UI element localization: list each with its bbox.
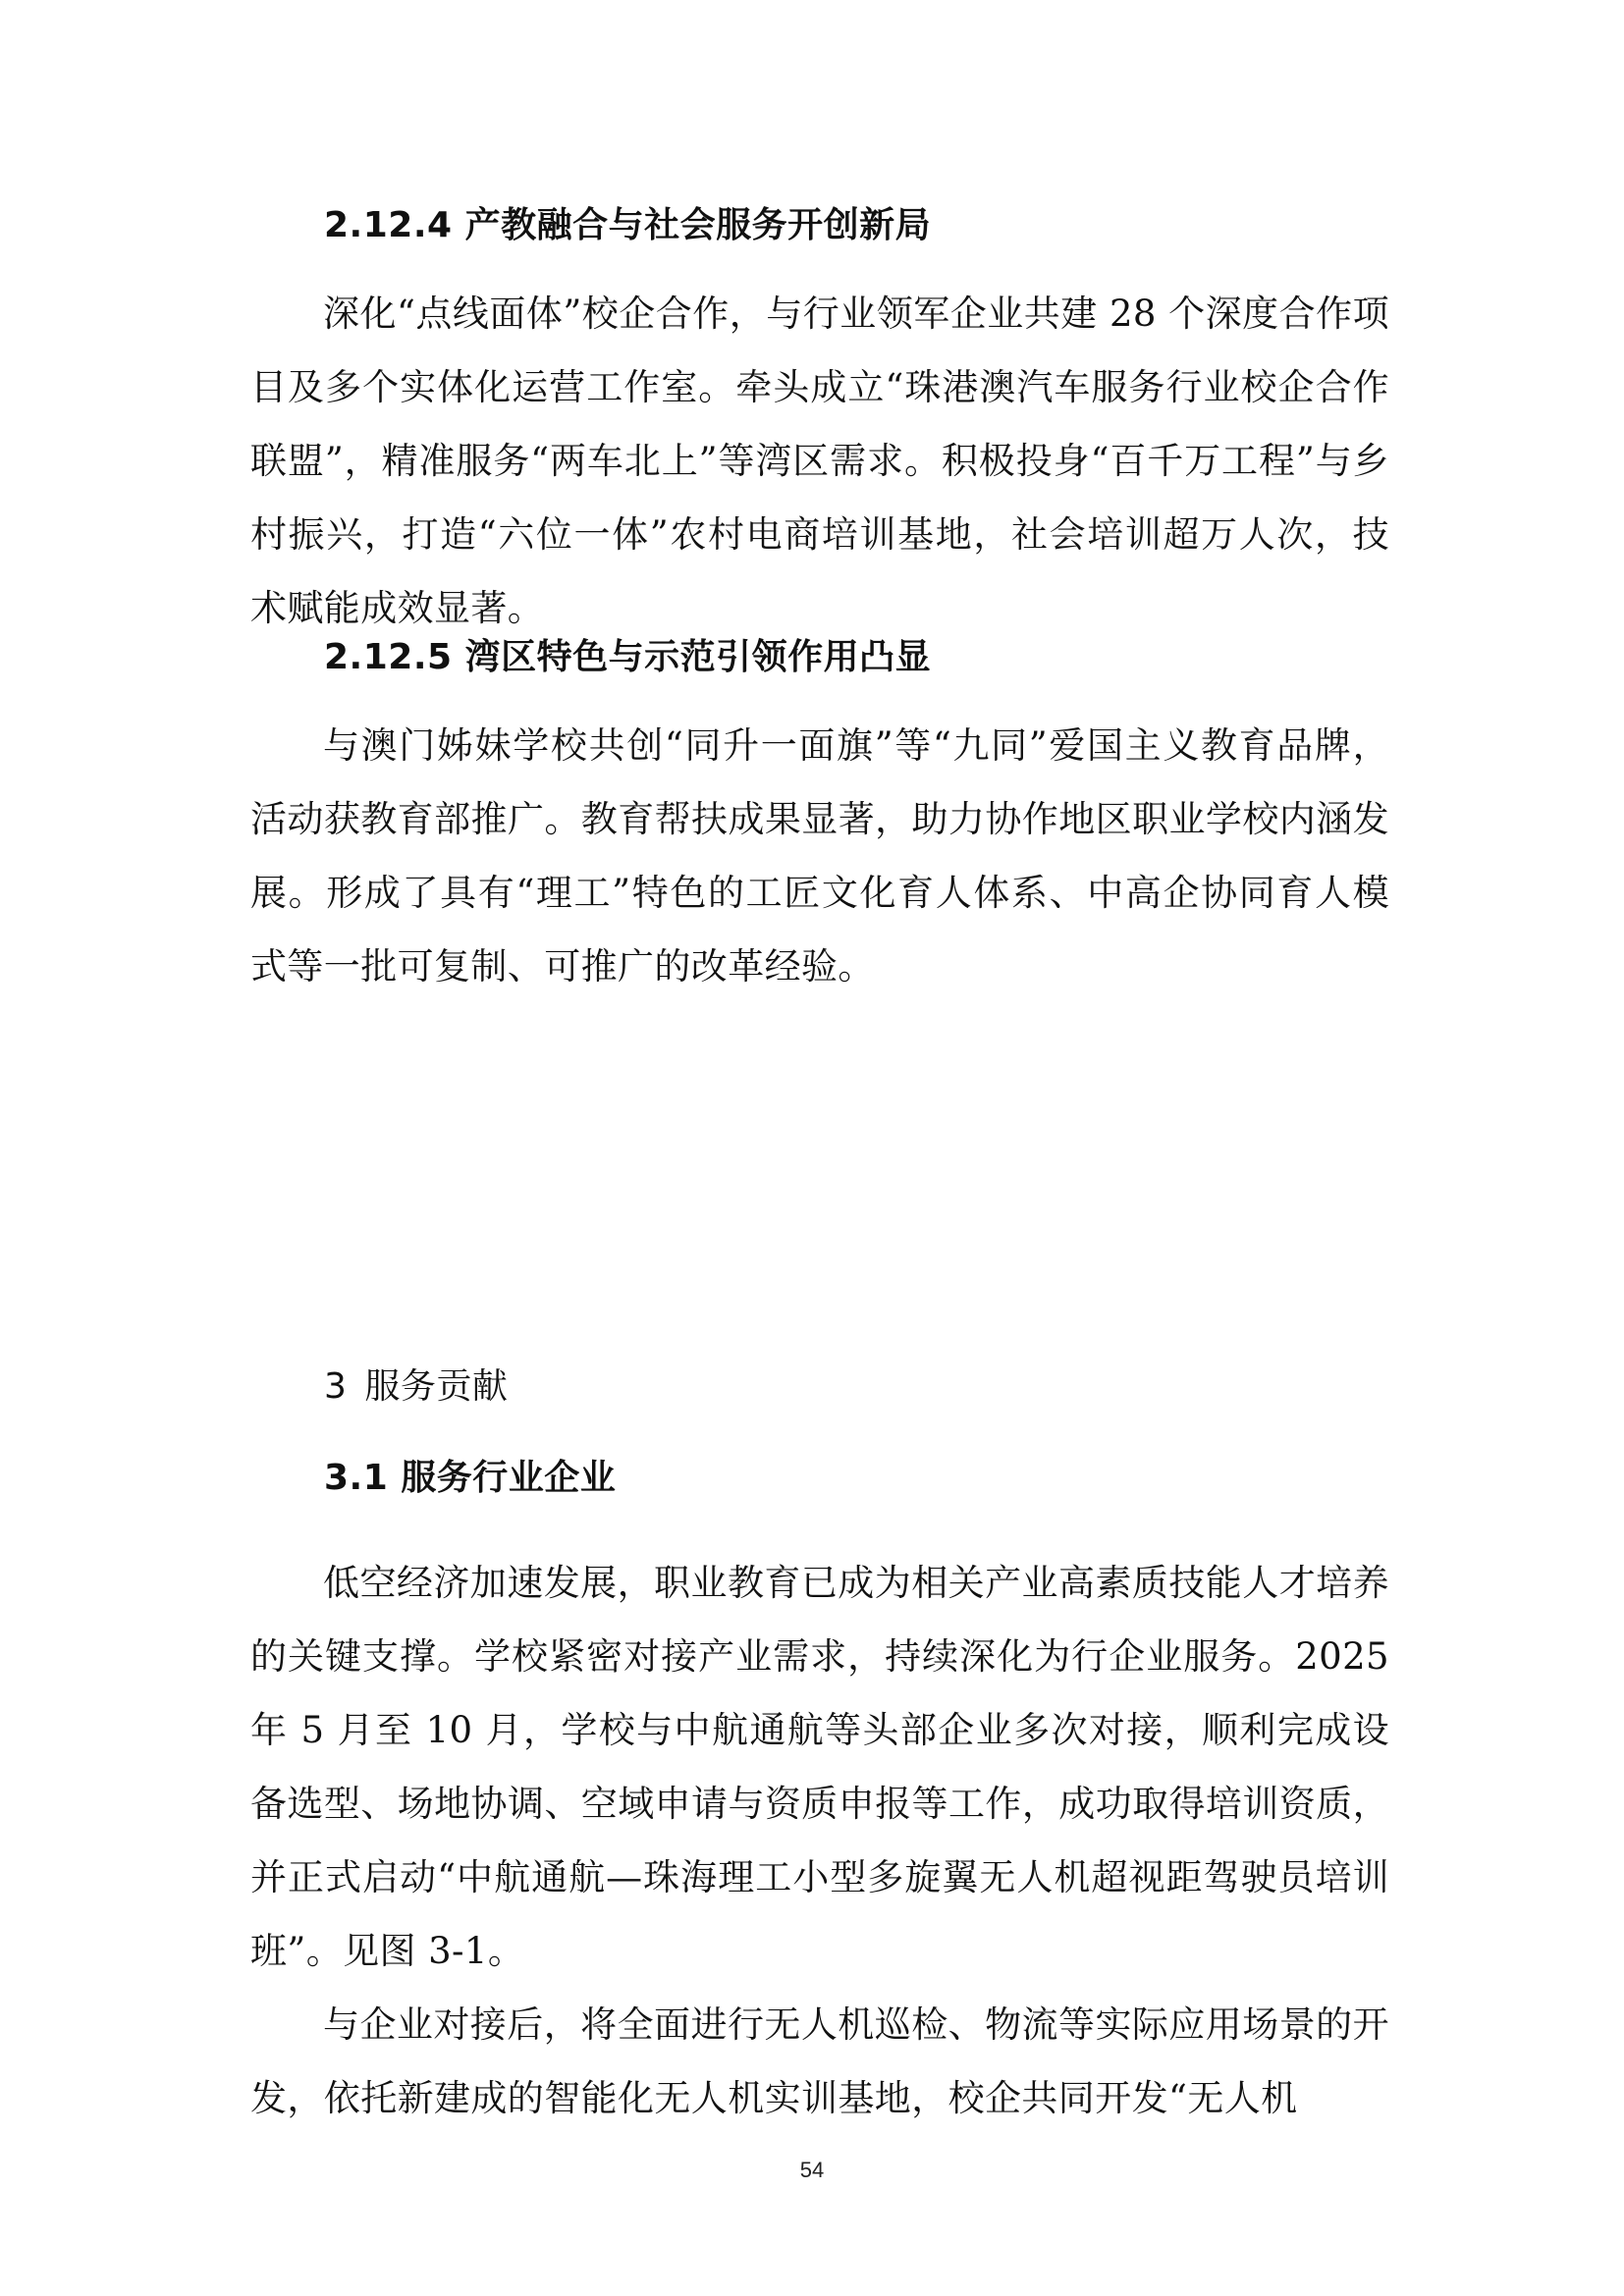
page-number: 54: [799, 2158, 825, 2182]
section-heading-2-12-5: 2.12.5 湾区特色与示范引领作用凸显: [324, 637, 932, 677]
chapter-number: 3: [324, 1366, 348, 1407]
section-heading-3-1: 3.1 服务行业企业: [324, 1458, 617, 1498]
paragraph-2-12-5: 与澳门姊妹学校共创“同升一面旗”等“九同”爱国主义教育品牌，活动获教育部推广。教育帮扶成果显著，助力协作地区职业学校内涵发展。形成了具有“理工”特色的工匠文化育人体系、中高企协同育人模式等一批可复制、可推广的改革经验。: [250, 724, 1389, 988]
paragraph-2-12-4: 深化“点线面体”校企合作，与行业领军企业共建 28 个深度合作项目及多个实体化运营工作室。牵头成立“珠港澳汽车服务行业校企合作联盟”，精准服务“两车北上”等湾区需求。积极投身“百千万工程”与乡村振兴，打造“六位一体”农村电商培训基地，社会培训超万人次，技术赋能成效显著。: [250, 293, 1389, 629]
chapter-title: 服务贡献: [364, 1366, 509, 1407]
section-heading-2-12-4: 2.12.4 产教融合与社会服务开创新局: [324, 205, 932, 245]
paragraph-3-1-b: 与企业对接后，将全面进行无人机巡检、物流等实际应用场景的开发，依托新建成的智能化无人机实训基地，校企共同开发“无人机: [250, 2003, 1389, 2119]
chapter-heading: [324, 1366, 509, 1407]
paragraph-3-1-a: 低空经济加速发展，职业教育已成为相关产业高素质技能人才培养的关键支撑。学校紧密对接产业需求，持续深化为行企业服务。2025 年 5 月至 10 月，学校与中航通航等头部企业多次对接，顺利完成设备选型、场地协调、空域申请与资质申报等工作，成功取得培训资质，并正式启动“中航通航—珠海理工小型多旋翼无人机超视距驾驶员培训班”。见图 3-1。: [250, 1562, 1389, 1972]
